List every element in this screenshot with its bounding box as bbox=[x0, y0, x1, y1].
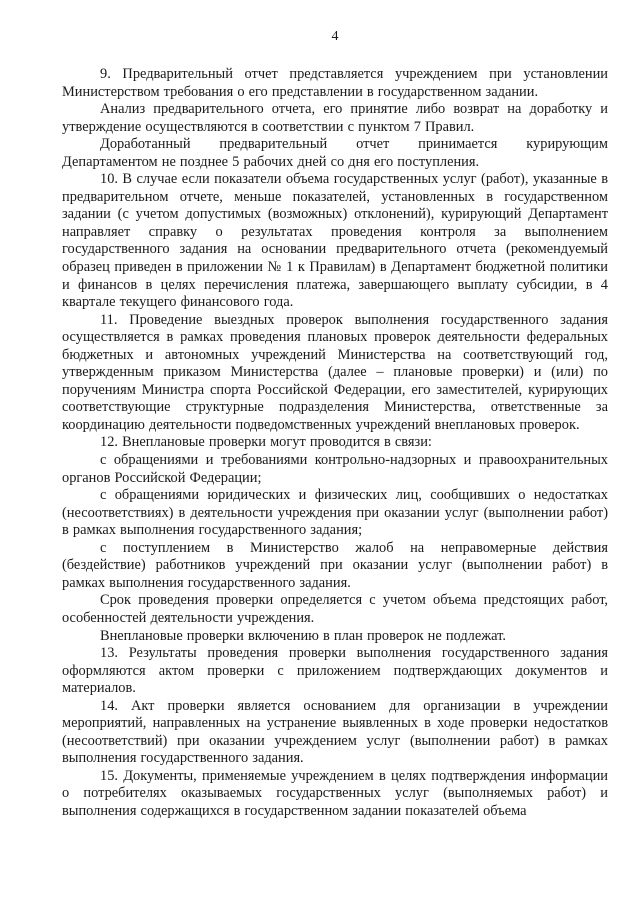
paragraph-13: 13. Результаты проведения проверки выполнения государственного задания оформляются актом проверки с приложением подтверждающих документов и материалов. bbox=[62, 645, 608, 697]
paragraph-12-item-1: с обращениями и требованиями контрольно-надзорных и правоохранительных органов Российской Федерации; bbox=[62, 452, 608, 486]
paragraph-11: 11. Проведение выездных проверок выполнения государственного задания осуществляется в рамках проведения плановых проверок деятельности федеральных бюджетных и автономных учреждений Министерства на соответствующий год, утвержденным приказом Министерства (далее – плановые проверки) и (или) по поручениям Министра спорта Российской Федерации, его заместителей, курирующих соответствующие структурные подразделения Министерства, ответственные за координацию деятельности подведомственных учреждений внеплановых проверок. bbox=[62, 311, 608, 433]
page-number: 4 bbox=[331, 29, 339, 44]
paragraph-9: 9. Предварительный отчет представляется учреждением при установлении Министерством требования о его представлении в государственном задании. bbox=[62, 66, 608, 100]
paragraph-12-item-2: с обращениями юридических и физических лиц, сообщивших о недостатках (несоответствиях) в деятельности учреждения при оказании услуг (выполнении работ) в рамках выполнения государственного задания; bbox=[62, 487, 608, 539]
paragraph-12-term: Срок проведения проверки определяется с учетом объема предстоящих работ, особенностей деятельности учреждения. bbox=[62, 592, 608, 626]
paragraph-12-item-3: с поступлением в Министерство жалоб на неправомерные действия (бездействие) работников учреждений при оказании услуг (выполнении работ) в рамках выполнения государственного задания. bbox=[62, 539, 608, 591]
paragraph-10: 10. В случае если показатели объема государственных услуг (работ), указанные в предварительном отчете, меньше показателей, установленных в государственном задании (с учетом допустимых (возможных) отклонений), курирующий Департамент направляет справку о результатах проведения контроля за выполнением государственного задания на основании предварительного отчета (рекомендуемый образец приведен в приложении № 1 к Правилам) в Департамент бюджетной политики и финансов в целях перечисления платежа, завершающего выплату субсидии, в 4 квартале текущего финансового года. bbox=[62, 171, 608, 311]
paragraph-9-revised-report: Доработанный предварительный отчет принимается курирующим Департаментом не позднее 5 рабочих дней со дня его поступления. bbox=[62, 136, 608, 170]
paragraph-12-not-planned: Внеплановые проверки включению в план проверок не подлежат. bbox=[100, 627, 506, 644]
document-page bbox=[62, 28, 608, 821]
paragraph-15: 15. Документы, применяемые учреждением в целях подтверждения информации о потребителях оказываемых государственных услуг (выполняемых работ) и выполнения содержащихся в государственном задании показателей объема bbox=[62, 767, 608, 819]
paragraph-9-analysis: Анализ предварительного отчета, его принятие либо возврат на доработку и утверждение осуществляются в соответствии с пунктом 7 Правил. bbox=[62, 101, 608, 135]
paragraph-12: 12. Внеплановые проверки могут проводится в связи: bbox=[100, 434, 432, 451]
paragraph-14: 14. Акт проверки является основанием для организации в учреждении мероприятий, направленных на устранение выявленных в ходе проверки недостатков (несоответствий) при оказании учреждением услуг (выполнении работ) в рамках выполнения государственного задания. bbox=[62, 697, 608, 767]
